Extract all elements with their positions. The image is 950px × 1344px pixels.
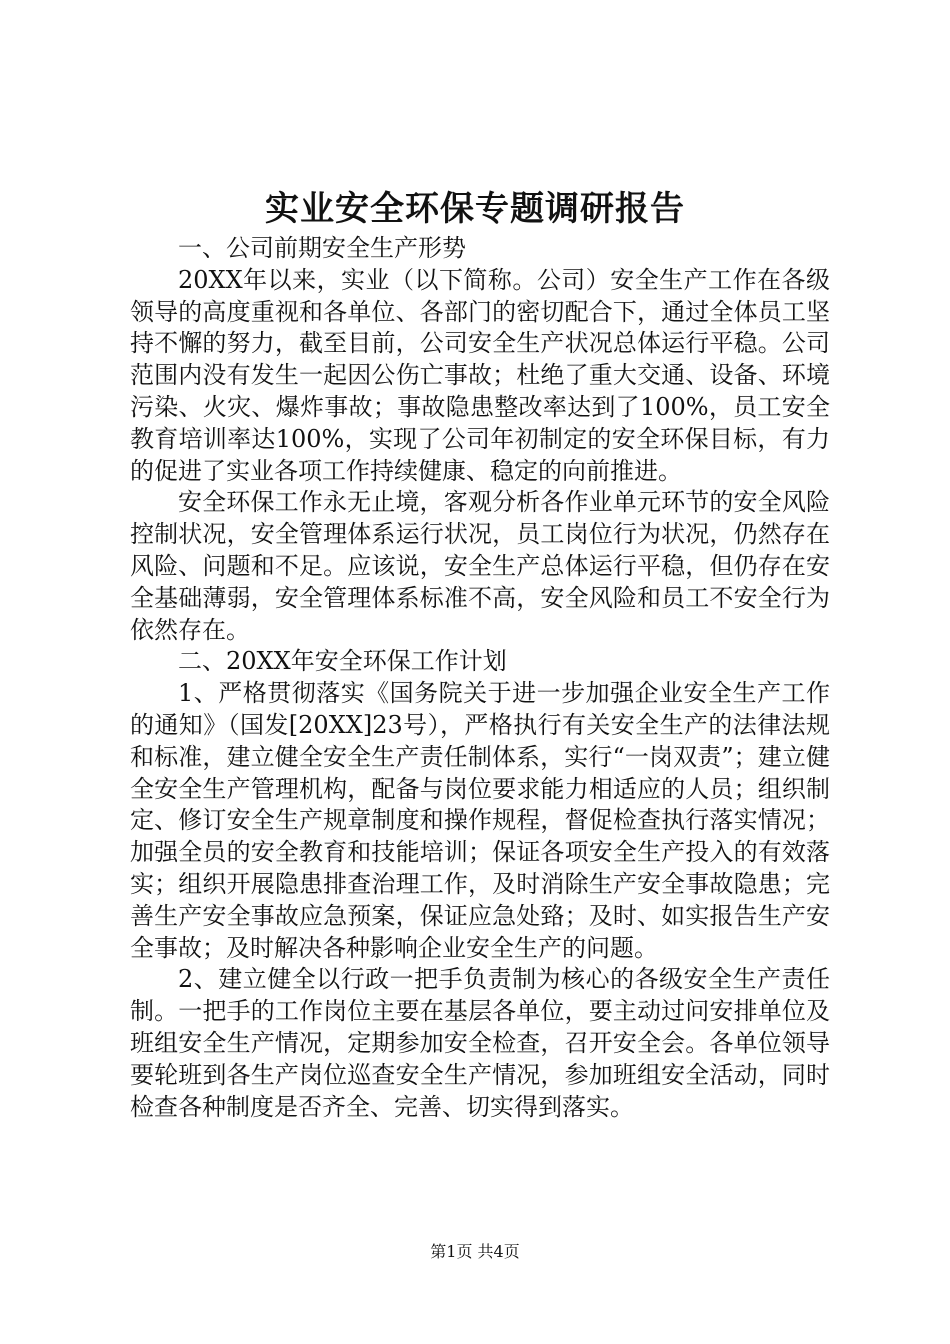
section-heading-1: 一、公司前期安全生产形势 (178, 234, 466, 262)
paragraph-plan-item-1: 1、严格贯彻落实《国务院关于进一步加强企业安全生产工作的通知》（国发[20XX]23号），严格执行有关安全生产的法律法规和标准，建立健全安全生产责任制体系，实行“一岗双责”；建立健全安全生产管理机构，配备与岗位要求能力相适应的人员；组织制定、修订安全生产规章制度和操作规程，督促检查执行落实情况；加强全员的安全教育和技能培训；保证各项安全生产投入的有效落实；组织开展隐患排查治理工作，及时消除生产安全事故隐患；完善生产安全事故应急预案，保证应急处臵；及时、如实报告生产安全事故；及时解决各种影响企业安全生产的问题。 (130, 679, 830, 962)
paragraph-safety-overview: 20XX年以来，实业（以下简称。公司）安全生产工作在各级领导的高度重视和各单位、各部门的密切配合下，通过全体员工坚持不懈的努力，截至目前，公司安全生产状况总体运行平稳。公司范围内没有发生一起因公伤亡事故；杜绝了重大交通、设备、环境污染、火灾、爆炸事故；事故隐患整改率达到了100%，员工安全教育培训率达100%，实现了公司年初制定的安全环保目标，有力的促进了实业各项工作持续健康、稳定的向前推进。 (130, 265, 830, 485)
document-title: 实业安全环保专题调研报告 (265, 189, 685, 229)
page-footer: 第1页 共4页 (430, 1242, 520, 1261)
paragraph-plan-item-2: 2、建立健全以行政一把手负责制为核心的各级安全生产责任制。一把手的工作岗位主要在基层各单位，要主动过问安排单位及班组安全生产情况，定期参加安全检查，召开安全会。各单位领导要轮班到各生产岗位巡查安全生产情况，参加班组安全活动，同时检查各种制度是否齐全、完善、切实得到落实。 (130, 965, 830, 1121)
paragraph-risk-analysis: 安全环保工作永无止境，客观分析各作业单元环节的安全风险控制状况，安全管理体系运行状况，员工岗位行为状况，仍然存在风险、问题和不足。应该说，安全生产总体运行平稳，但仍存在安全基础薄弱，安全管理体系标准不高，安全风险和员工不安全行为依然存在。 (130, 488, 830, 644)
section-heading-2: 二、20XX年安全环保工作计划 (178, 647, 507, 676)
document-body (130, 233, 830, 1123)
